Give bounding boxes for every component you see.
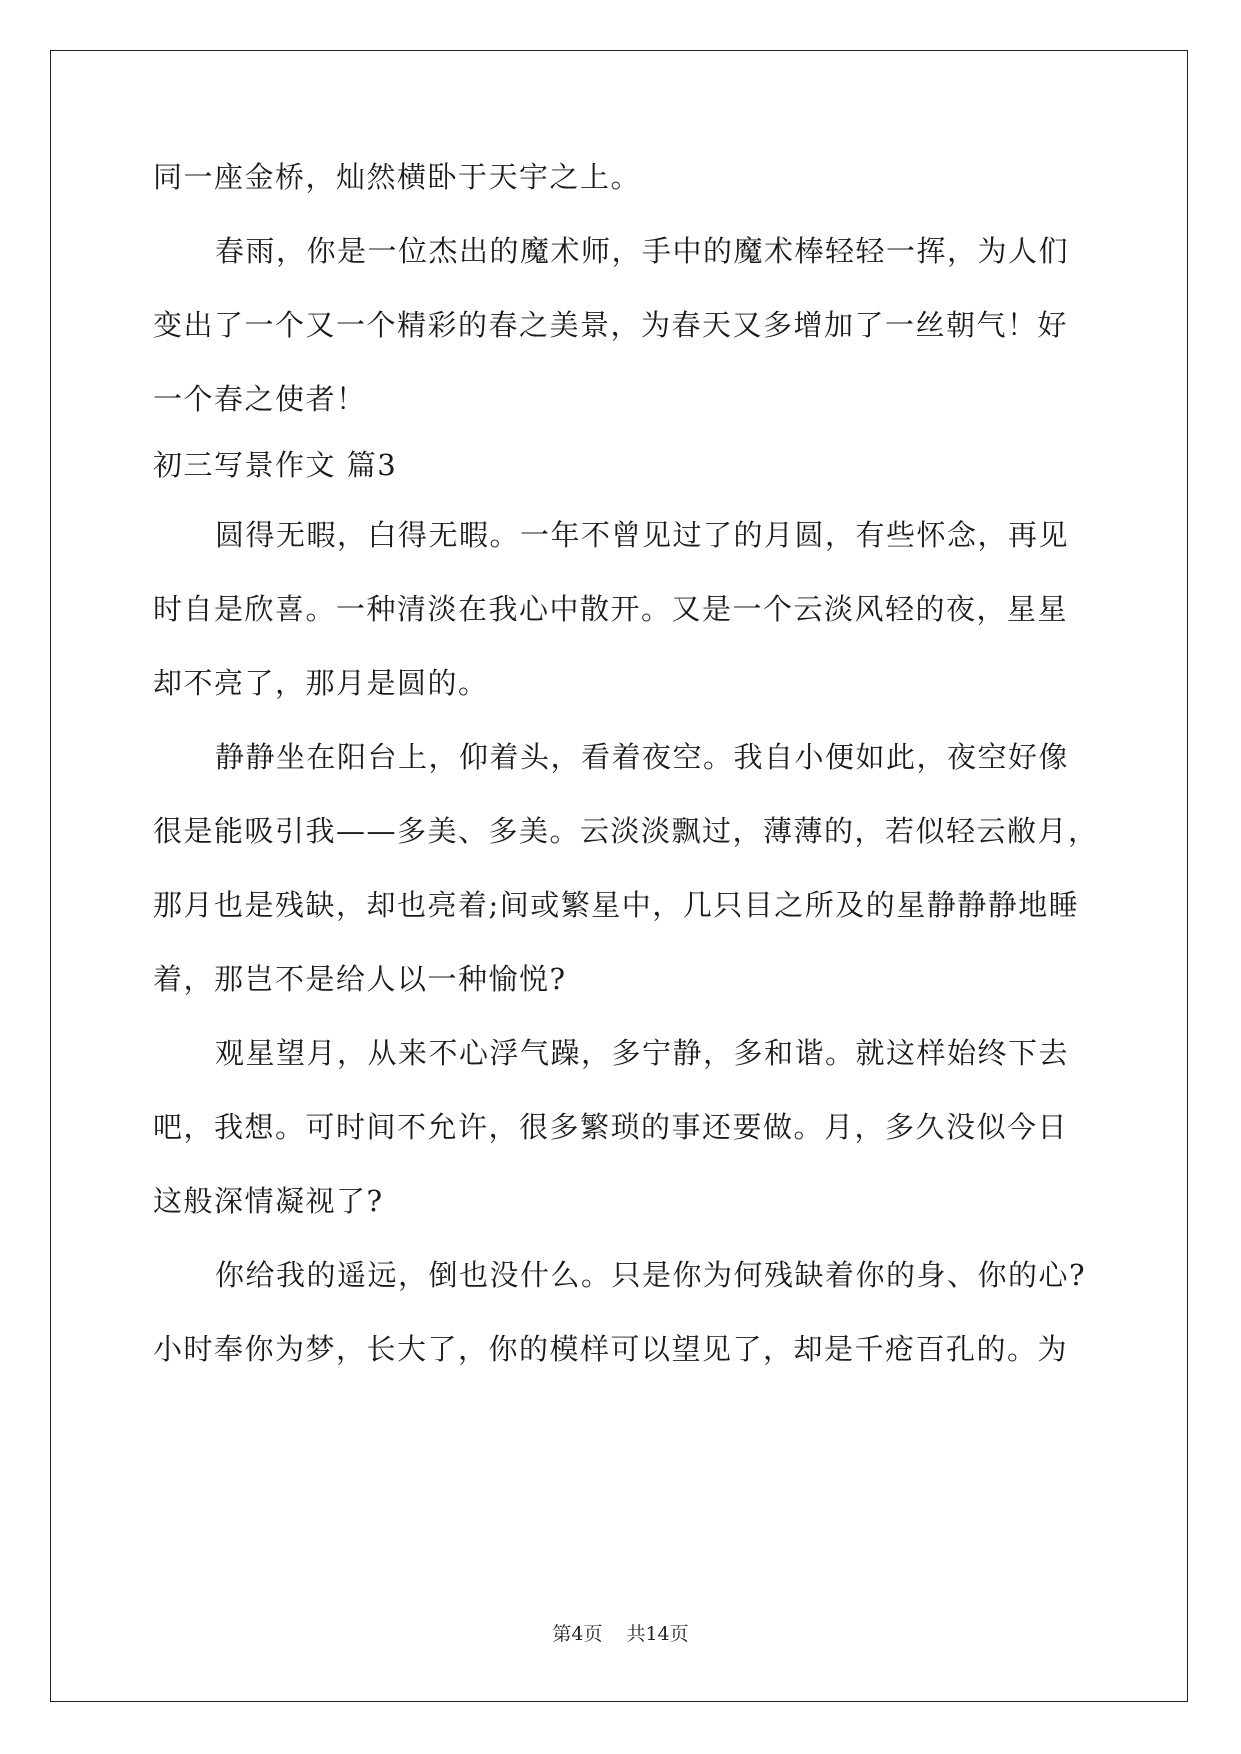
page-footer — [0, 1619, 1241, 1646]
text-line: 一个春之使者！ — [153, 382, 367, 416]
text-line: 这般深情凝视了? — [153, 1184, 384, 1218]
text-line: 小时奉你为梦，长大了，你的模样可以望见了，却是千疮百孔的。为 — [153, 1332, 1069, 1366]
text-line: 很是能吸引我——多美、多美。云淡淡飘过，薄薄的，若似轻云敝月， — [153, 814, 1099, 848]
text-line: 吧，我想。可时间不允许，很多繁琐的事还要做。月，多久没似今日 — [153, 1110, 1069, 1144]
page-border — [50, 50, 1188, 1702]
text-line: 那月也是残缺，却也亮着;间或繁星中，几只目之所及的星静静静地睡 — [153, 888, 1080, 922]
paragraph-start-line: 你给我的遥远，倒也没什么。只是你为何残缺着你的身、你的心? — [215, 1258, 1087, 1292]
text-line: 变出了一个又一个精彩的春之美景，为春天又多增加了一丝朝气！好 — [153, 308, 1069, 342]
paragraph-start-line: 观星望月，从来不心浮气躁，多宁静，多和谐。就这样始终下去 — [215, 1036, 1070, 1070]
page-number: 第4页 — [552, 1623, 603, 1645]
text-line: 时自是欣喜。一种清淡在我心中散开。又是一个云淡风轻的夜，星星 — [153, 592, 1069, 626]
text-line: 同一座金桥，灿然横卧于天宇之上。 — [153, 160, 642, 194]
paragraph-start-line: 春雨，你是一位杰出的魔术师，手中的魔术棒轻轻一挥，为人们 — [215, 234, 1070, 268]
text-line: 却不亮了，那月是圆的。 — [153, 666, 489, 700]
text-line: 着，那岂不是给人以一种愉悦? — [153, 962, 567, 996]
paragraph-start-line: 圆得无暇，白得无暇。一年不曾见过了的月圆，有些怀念，再见 — [215, 518, 1070, 552]
paragraph-start-line: 静静坐在阳台上，仰着头，看着夜空。我自小便如此，夜空好像 — [215, 740, 1070, 774]
total-pages: 共14页 — [626, 1623, 689, 1645]
section-heading: 初三写景作文 篇3 — [153, 448, 398, 482]
